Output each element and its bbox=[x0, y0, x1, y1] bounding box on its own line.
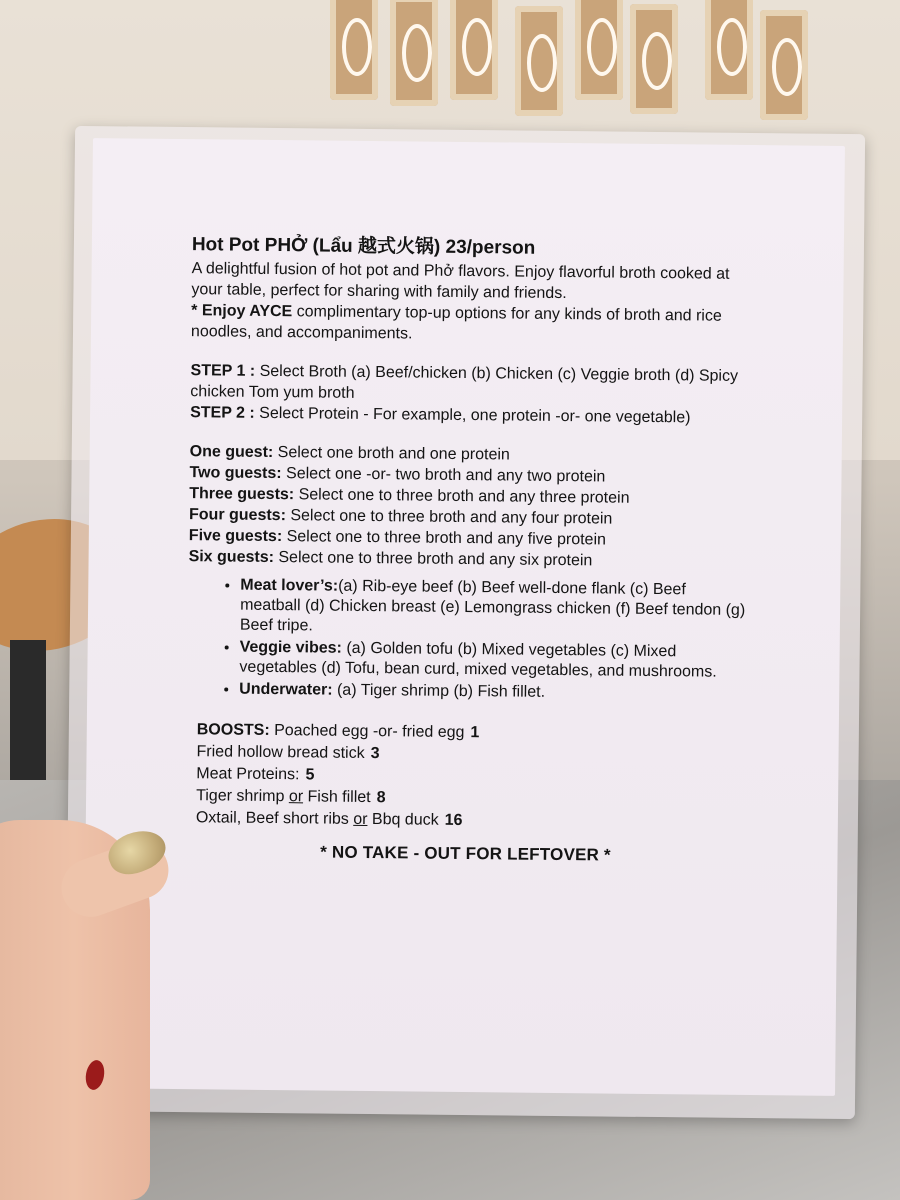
decor-letter-tile bbox=[575, 0, 623, 100]
guest-six bbox=[189, 546, 749, 573]
protein-list bbox=[187, 575, 748, 705]
step-label: STEP 2 : bbox=[190, 404, 255, 422]
boost-oxtail bbox=[186, 807, 746, 835]
guest-text: Select one to three broth and any three protein bbox=[294, 486, 630, 507]
guest-text: Select one -or- two broth and any two protein bbox=[281, 465, 606, 486]
guest-label: Five guests: bbox=[188, 527, 283, 546]
boost-text: Meat Proteins: bbox=[196, 765, 300, 784]
no-takeout-notice: * NO TAKE - OUT FOR LEFTOVER * bbox=[320, 842, 611, 865]
protein-text: (a) Rib-eye beef (b) Beef well-done flank (c) Beef meatball (d) Chicken breast (e) Lemongrass chicken (f) Beef tendon (g) Beef tripe. bbox=[239, 577, 746, 635]
boosts-label: BOOSTS: bbox=[196, 721, 270, 739]
guest-text: Select one to three broth and any six protein bbox=[273, 549, 593, 570]
boost-text: Fish fillet bbox=[303, 788, 371, 807]
decor-letter-tile bbox=[630, 4, 678, 114]
decor-letter-tile bbox=[450, 0, 498, 100]
decor-letter-tile bbox=[515, 6, 563, 116]
boost-price: 5 bbox=[305, 766, 315, 784]
boost-text: Tiger shrimp bbox=[196, 787, 289, 806]
boost-text: Fried hollow bread stick bbox=[196, 743, 365, 762]
list-item bbox=[239, 638, 747, 683]
decor-letter-tile bbox=[390, 0, 438, 106]
guest-text: Select one to three broth and any five protein bbox=[282, 528, 607, 549]
boost-price: 16 bbox=[444, 811, 463, 829]
protein-label: Underwater: bbox=[239, 680, 333, 699]
decor-letter-tile bbox=[330, 0, 378, 100]
boost-price: 3 bbox=[370, 745, 380, 763]
protein-label: Meat lover’s: bbox=[240, 576, 339, 595]
step-text: Select Broth (a) Beef/chicken (b) Chicken (c) Veggie broth (d) Spicy chicken Tom yum broth bbox=[190, 362, 739, 402]
ayce-label: * Enjoy AYCE bbox=[191, 302, 293, 321]
menu-sheet bbox=[83, 138, 845, 1096]
guest-text: Select one broth and one protein bbox=[273, 443, 510, 464]
step-text: Select Protein - For example, one protein -or- one vegetable) bbox=[254, 404, 691, 427]
list-item bbox=[239, 680, 747, 705]
menu-content bbox=[185, 229, 752, 884]
boost-price: 1 bbox=[470, 724, 480, 742]
guest-text: Select one to three broth and any four protein bbox=[285, 507, 613, 528]
guest-label: Two guests: bbox=[189, 464, 282, 483]
guest-label: One guest: bbox=[189, 443, 274, 461]
boost-or: or bbox=[353, 810, 368, 829]
boost-text: Poached egg -or- fried egg bbox=[269, 721, 465, 742]
list-item bbox=[240, 576, 749, 641]
menu-intro: A delightful fusion of hot pot and Phở flavors. Enjoy flavorful broth cooked at your table, perfect for sharing with family and friends. bbox=[191, 260, 730, 303]
protein-text: (a) Tiger shrimp (b) Fish fillet. bbox=[332, 681, 546, 701]
protein-label: Veggie vibes: bbox=[239, 638, 343, 657]
ayce-note bbox=[191, 300, 751, 348]
ayce-text: complimentary top-up options for any kinds of broth and rice noodles, and accompaniments. bbox=[190, 303, 722, 343]
decor-letter-tile bbox=[705, 0, 753, 100]
decor-letter-tile bbox=[760, 10, 808, 120]
guest-label: Three guests: bbox=[189, 485, 295, 504]
step-1 bbox=[190, 360, 750, 408]
boost-price: 8 bbox=[376, 789, 386, 807]
guest-label: Four guests: bbox=[188, 506, 287, 525]
guest-label: Six guests: bbox=[188, 548, 275, 567]
boost-or: or bbox=[288, 788, 304, 806]
protein-text: (a) Golden tofu (b) Mixed vegetables (c) Mixed vegetables (d) Tofu, bean curd, mixed vegetables, and mushrooms. bbox=[239, 639, 717, 681]
step-label: STEP 1 : bbox=[190, 362, 256, 380]
boost-text: Bbq duck bbox=[367, 811, 439, 829]
boost-text: Oxtail, Beef short ribs bbox=[195, 809, 354, 828]
menu-title: Hot Pot PHỞ (Lẩu 越式火锅) 23/person bbox=[191, 234, 536, 259]
